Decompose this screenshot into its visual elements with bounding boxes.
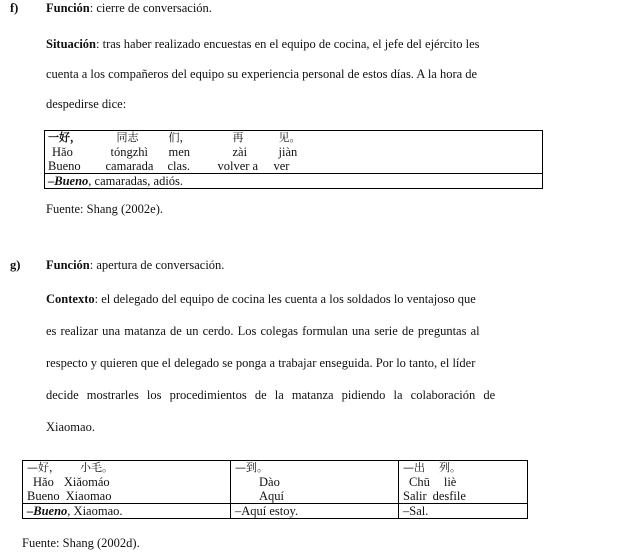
function-label: Función <box>46 1 90 15</box>
section-g-function <box>46 258 224 273</box>
context-line-5: Xiaomao. <box>46 420 95 434</box>
table-row-pinyin <box>45 145 543 159</box>
table-row-chinese <box>45 131 543 146</box>
context-line-4: decide mostrarles los procedimientos de la matanza pidiendo la colaboración de <box>46 388 496 402</box>
gloss-cell: Bueno Xiaomao <box>23 489 231 504</box>
pinyin-cell: Hǎo Xiǎomáo <box>23 475 231 489</box>
pinyin-cell: Dào <box>231 475 399 489</box>
situation-line-1 <box>46 37 480 52</box>
pinyin-cell: Hǎo <box>52 145 73 159</box>
context-line-1 <box>46 292 476 307</box>
cn-cell: —到。 <box>231 461 399 476</box>
gloss-cell: Bueno <box>48 159 81 173</box>
translation-cell: –Sal. <box>399 504 528 519</box>
gloss-cell: clas. <box>167 159 191 173</box>
context-line-3: respecto y quieren que el delegado se ponga a trabajar enseguida. Por lo tanto, el líder <box>46 356 476 370</box>
translation-cell: –Aquí estoy. <box>231 504 399 519</box>
table-row-gloss <box>23 489 528 504</box>
situation-label: Situación <box>46 37 97 51</box>
gloss-cell: camarada <box>105 159 154 173</box>
table-row-gloss <box>45 159 543 174</box>
source-f: Fuente: Shang (2002e). <box>46 202 163 216</box>
function-text: : apertura de conversación. <box>89 258 225 272</box>
gloss-cell: ver <box>273 159 290 173</box>
function-text: : cierre de conversación. <box>89 1 212 15</box>
context-line-2: es realizar una matanza de un cerdo. Los colegas formulan una serie de preguntas al <box>46 324 480 338</box>
situation-text-1: : tras haber realizado encuestas en el equipo de cocina, el jefe del ejército les <box>96 37 480 51</box>
pinyin-cell: zài <box>232 145 248 159</box>
table-row-chinese <box>23 461 528 476</box>
gloss-cell: Salir desfile <box>399 489 528 504</box>
gloss-cell: volver a <box>217 159 259 173</box>
section-g-marker: g) <box>10 258 21 272</box>
dialogue-table-g <box>22 460 528 519</box>
situation-line-2: cuenta a los compañeros del equipo su experiencia personal de estos días. A la hora de <box>46 67 478 81</box>
cn-cell: 一好， <box>48 131 81 144</box>
pinyin-cell: men <box>168 145 191 159</box>
cn-cell: 同志 <box>116 131 139 144</box>
section-f-marker: f) <box>10 1 19 15</box>
table-row-translation <box>23 504 528 519</box>
cn-cell: —好， 小毛。 <box>23 461 231 476</box>
pinyin-cell: Chū liè <box>399 475 528 489</box>
dialogue-table-f <box>44 130 543 189</box>
cn-cell: —出 列。 <box>399 461 528 476</box>
source-g: Fuente: Shang (2002d). <box>22 536 140 550</box>
pinyin-cell: jiàn <box>278 145 298 159</box>
function-label: Función <box>46 258 90 272</box>
translation-cell: –Bueno, camaradas, adiós. <box>45 174 543 189</box>
pinyin-cell: tóngzhì <box>110 145 148 159</box>
section-f-function <box>46 1 212 16</box>
context-label: Contexto <box>46 292 95 306</box>
table-row-translation <box>45 174 543 189</box>
situation-line-3: despedirse dice: <box>46 97 127 111</box>
cn-cell: 见。 <box>278 131 301 144</box>
gloss-cell: Aquí <box>231 489 399 504</box>
context-text-1: : el delegado del equipo de cocina les cuenta a los soldados lo ventajoso que <box>94 292 476 306</box>
cn-cell: 们， <box>168 131 191 144</box>
table-row-pinyin <box>23 475 528 489</box>
cn-cell: 再 <box>232 131 244 144</box>
translation-cell: –Bueno, Xiaomao. <box>23 504 231 519</box>
